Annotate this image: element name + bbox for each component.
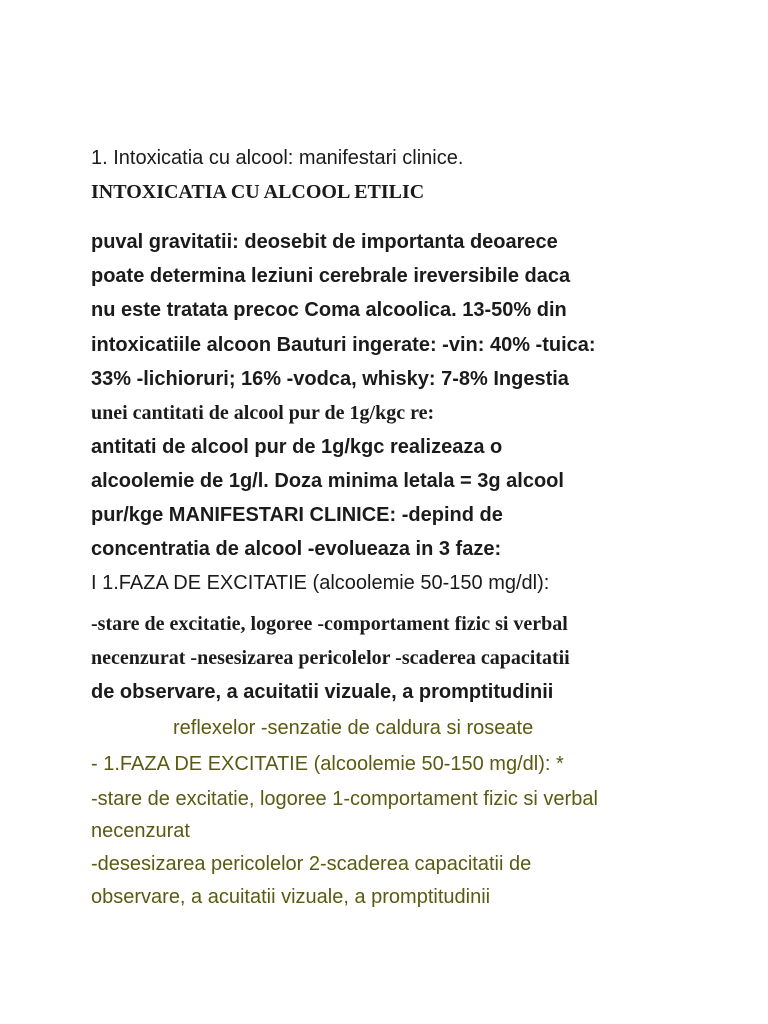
text-line-10: concentratia de alcool -evolueaza in 3 faze:: [91, 538, 502, 560]
text-line-14: reflexelor -senzatie de caldura si roseate: [173, 717, 534, 739]
heading-question: 1. Intoxicatia cu alcool: manifestari clinice.: [91, 147, 464, 169]
text-line-16: necenzurat: [91, 820, 190, 842]
text-line-2: poate determina leziuni cerebrale ireversibile daca: [91, 265, 571, 287]
text-line-1: puval gravitatii: deosebit de importanta deoarece: [91, 231, 558, 253]
text-line-9: pur/kge MANIFESTARI CLINICE: -depind de: [91, 504, 503, 526]
section-title: INTOXICATIA CU ALCOOL ETILIC: [91, 181, 425, 203]
text-line-3: nu este tratata precoc Coma alcoolica. 13-50% din: [91, 299, 567, 321]
text-line-4: intoxicatiile alcoon Bauturi ingerate: -vin: 40% -tuica:: [91, 334, 596, 356]
text-line-5: 33% -lichiorurі; 16% -vodca, whisky: 7-8% Ingestia: [91, 368, 569, 390]
text-line-18: observare, a acuitatii vizuale, a promptitudinii: [91, 886, 491, 908]
text-line-7: antitati de alcool pur de 1g/kgc realizeaza o: [91, 436, 503, 458]
text-line-8: alcoolemie de 1g/l. Doza minima letala = 3g alcool: [91, 470, 564, 492]
text-line-17: -desesizarea pericolelor 2-scaderea capacitatii de: [91, 853, 532, 875]
phase-heading-2: - 1.FAZA DE EXCITATIE (alcoolemie 50-150 mg/dl): *: [91, 753, 564, 775]
phase-heading-1: I 1.FAZA DE EXCITATIE (alcoolemie 50-150 mg/dl):: [91, 572, 550, 594]
text-line-6: unei cantitati de alcool pur de 1g/kgc re:: [91, 402, 435, 424]
text-line-12: necenzurat -nesesizarea pericolelor -scaderea capacitatii: [91, 647, 570, 669]
text-line-15: -stare de excitatie, logoree 1-comportament fizic si verbal: [91, 788, 598, 810]
text-line-13: de observare, a acuitatii vizuale, a promptitudinii: [91, 681, 554, 703]
text-line-11: -stare de excitatie, logoree -comportament fizic si verbal: [91, 613, 568, 635]
